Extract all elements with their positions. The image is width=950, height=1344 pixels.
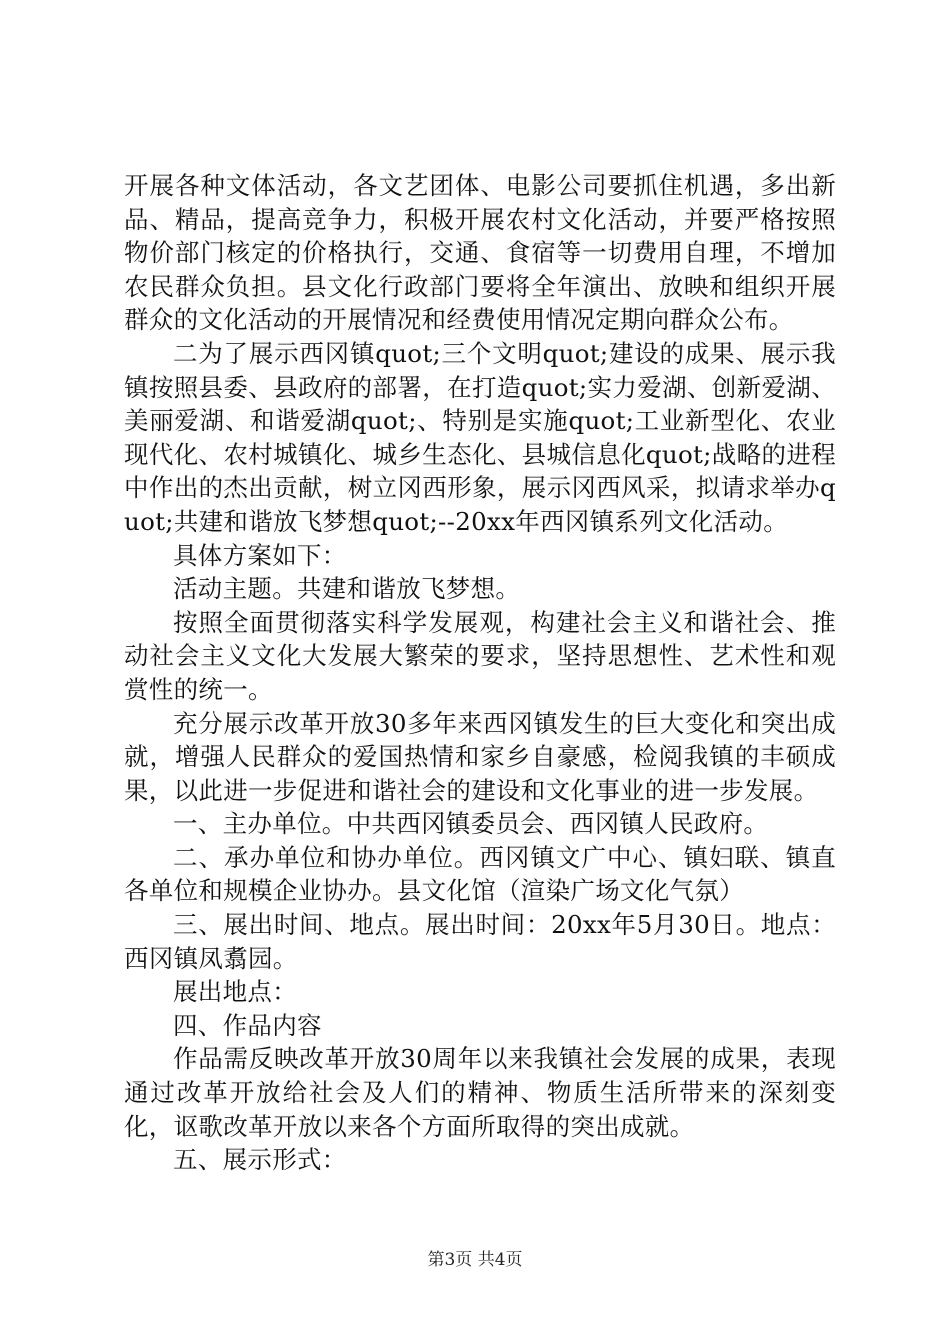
paragraph-2: 二为了展示西冈镇quot;三个文明quot;建设的成果、展示我镇按照县委、县政府的部署，在打造quot;实力爱湖、创新爱湖、美丽爱湖、和谐爱湖quot;、特别是实施quot;工业新型化、农业现代化、农村城镇化、城乡生态化、县城信息化quot;战略的进程中作出的杰出贡献，树立冈西形象，展示冈西风采，拟请求举办quot;共建和谐放飞梦想quot;--20xx年西冈镇系列文化活动。 xyxy=(124,338,836,536)
paragraph-3: 具体方案如下： xyxy=(173,540,347,570)
paragraph-1: 开展各种文体活动，各文艺团体、电影公司要抓住机遇，多出新品、精品，提高竞争力，积极开展农村文化活动，并要严格按照物价部门核定的价格执行，交通、食宿等一切费用自理，不增加农民群众负担。县文化行政部门要将全年演出、放映和组织开展群众的文化活动的开展情况和经费使用情况定期向群众公布。 xyxy=(124,171,836,335)
paragraph-13: 五、展示形式： xyxy=(173,1145,347,1175)
paragraph-12: 作品需反映改革开放30周年以来我镇社会发展的成果，表现通过改革开放给社会及人们的精神、物质生活所带来的深刻变化，讴歌改革开放以来各个方面所取得的突出成就。 xyxy=(124,1044,836,1141)
paragraph-5: 按照全面贯彻落实科学发展观，构建社会主义和谐社会、推动社会主义文化大发展大繁荣的要求，坚持思想性、艺术性和观赏性的统一。 xyxy=(124,607,836,704)
paragraph-8: 二、承办单位和协办单位。西冈镇文广中心、镇妇联、镇直各单位和规模企业协办。县文化馆（渲染广场文化气氛） xyxy=(124,842,836,906)
paragraph-9: 三、展出时间、地点。展出时间：20xx年5月30日。地点：西冈镇凤翥园。 xyxy=(124,910,836,973)
page-number-label: 第3页 共4页 xyxy=(427,1250,523,1270)
paragraph-7: 一、主办单位。中共西冈镇委员会、西冈镇人民政府。 xyxy=(173,809,769,839)
paragraph-11: 四、作品内容 xyxy=(173,1010,322,1040)
paragraph-6: 充分展示改革开放30多年来西冈镇发生的巨大变化和突出成就，增强人民群众的爱国热情和家乡自豪感，检阅我镇的丰硕成果，以此进一步促进和谐社会的建设和文化事业的进一步发展。 xyxy=(124,708,836,805)
document-body xyxy=(124,169,836,1177)
paragraph-10: 展出地点： xyxy=(173,977,297,1007)
page-footer xyxy=(0,1245,950,1270)
paragraph-4: 活动主题。共建和谐放飞梦想。 xyxy=(173,574,521,604)
